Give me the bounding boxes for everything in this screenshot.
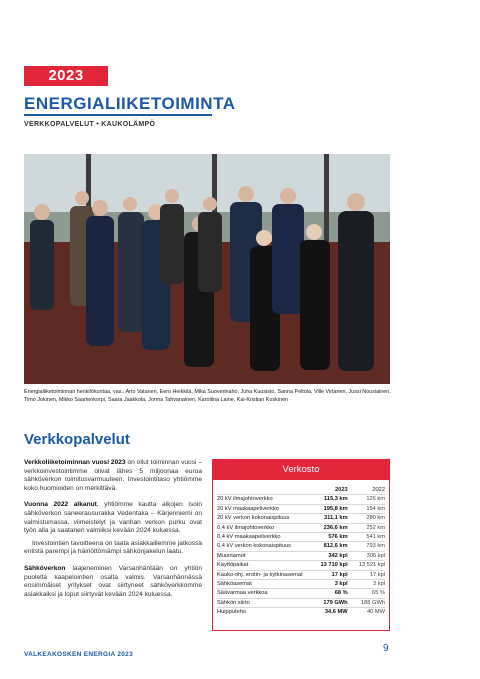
footer-publication: VALKEAKOSKEN ENERGIA 2023 xyxy=(24,651,133,658)
network-stats-box xyxy=(212,459,390,631)
table-row xyxy=(217,504,385,513)
table-cell-v2022: 126 km xyxy=(348,495,385,504)
table-cell-v2023: 68 % xyxy=(316,589,347,598)
section-title: ENERGIALIIKETOIMINTA xyxy=(24,94,236,113)
table-cell-name: Käyttöpaikat xyxy=(217,561,316,570)
table-cell-v2023: 576 km xyxy=(316,533,347,542)
table-cell-v2023: 13 710 kpl xyxy=(316,561,347,570)
section-subtitle: VERKKOPALVELUT • KAUKOLÄMPÖ xyxy=(24,121,156,128)
table-row xyxy=(217,561,385,570)
table-cell-name: 0,4 kV maakaapeliverkko xyxy=(217,533,316,542)
table-cell-name: 20 kV ilmajohtoverkko xyxy=(217,495,316,504)
table-cell-name: Sähkön siirto xyxy=(217,598,316,607)
table-row xyxy=(217,608,385,617)
page-number: 9 xyxy=(383,643,389,654)
table-row xyxy=(217,551,385,560)
table-cell-v2023: 3 kpl xyxy=(316,580,347,589)
photo-caption: Energialiiketoiminnan henkilökuntaa, vas.. Arto Vatanen, Eero Heikkilä, Mika Suoverinaho, Juha Kuusisto, Sanna Peltola, Ville Virtanen, Jussi Nousiainen, Timo Jokinen, Mikko Saartenkorpi, Saara Jaakkola, Jorma Tahvanainen, Karoliina Laine, Kai-Kristian Koskinen xyxy=(24,389,391,403)
table-cell-v2022: 188 GWh xyxy=(348,598,385,607)
table-row xyxy=(217,542,385,551)
table-cell-v2023: 179 GWh xyxy=(316,598,347,607)
table-cell-v2023: 812,6 km xyxy=(316,542,347,551)
table-cell-v2022: 306 kpl xyxy=(348,551,385,560)
year-badge: 2023 xyxy=(24,66,108,86)
table-cell-v2023: 311,1 km xyxy=(316,514,347,523)
table-row xyxy=(217,495,385,504)
table-cell-v2023: 236,6 km xyxy=(316,523,347,532)
table-cell-name: Säävarmaa verkkoa xyxy=(217,589,316,598)
table-row xyxy=(217,580,385,589)
table-row xyxy=(217,523,385,532)
paragraph-1-text: on ollut toiminnan vuosi – verkkoinvestointimme olivat lähes 5 miljoonaa euroa sähköverkon toimitusvarmuuteen. Investointitaso yhtiömme koko huomioiden on merkittävä. xyxy=(24,459,203,492)
table-cell-v2022: 65 % xyxy=(348,589,385,598)
paragraph-1 xyxy=(24,459,202,493)
table-cell-name: 0,4 kV ilmajohtoverkko xyxy=(217,523,316,532)
paragraph-3: Investointien tavoitteena on taata asiakkaillemme jatkossa entistä parempi ja häiriöttömämpi sähkönjakelun laatu. xyxy=(24,539,202,556)
table-cell-v2022: 793 km xyxy=(348,542,385,551)
photo-illustration xyxy=(24,154,390,384)
table-cell-v2022: 13 521 kpl xyxy=(348,561,385,570)
table-cell-v2023: 34,6 MW xyxy=(316,608,347,617)
title-underline xyxy=(24,114,212,116)
table-cell-name: 0,4 kV verkon kokonaispituus xyxy=(217,542,316,551)
table-row xyxy=(217,589,385,598)
network-stats-table xyxy=(217,486,385,617)
table-cell-v2022: 17 kpl xyxy=(348,570,385,579)
table-row xyxy=(217,514,385,523)
paragraph-4-text: laajeneminen Varsanhäntään on yhtiön puolelta kaapelointien osalta valmis. Varsanhännässä ensimmäiset yritykset ovat siirtyneet sähköverkkomme asiakkaiksi ja loput siirtyvät kevään 2024 kuluessa. xyxy=(24,564,202,598)
table-cell-v2022: 541 km xyxy=(348,533,385,542)
table-cell-v2022: 154 km xyxy=(348,504,385,513)
table-cell-name: 20 kV maakaapeliverkko xyxy=(217,504,316,513)
paragraph-2 xyxy=(24,501,202,535)
table-cell-v2022: 40 MW xyxy=(348,608,385,617)
paragraph-2-lead: Vuonna 2022 alkanut xyxy=(24,501,97,509)
paragraph-1-lead: Verkkoliiketoiminnan vuosi 2023 xyxy=(24,459,126,466)
paragraph-4 xyxy=(24,565,202,599)
table-row xyxy=(217,533,385,542)
table-cell-v2023: 195,8 km xyxy=(316,504,347,513)
body-text-column xyxy=(24,459,202,607)
staff-group-photo xyxy=(24,154,390,384)
table-cell-name: 20 kV verkon kokonaispituus xyxy=(217,514,316,523)
table-cell-name: Muuntamot xyxy=(217,551,316,560)
table-cell-v2022: 280 km xyxy=(348,514,385,523)
table-cell-v2023: 115,3 km xyxy=(316,495,347,504)
table-cell-v2023: 17 kpl xyxy=(316,570,347,579)
table-cell-v2023: 342 kpl xyxy=(316,551,347,560)
section-heading: Verkkopalvelut xyxy=(24,431,130,448)
table-cell-v2022: 252 km xyxy=(348,523,385,532)
table-cell-v2022: 3 kpl xyxy=(348,580,385,589)
table-row xyxy=(217,570,385,579)
table-cell-name: Huipputeho xyxy=(217,608,316,617)
paragraph-4-lead: Sähköverkon xyxy=(24,564,66,572)
table-header-spacer xyxy=(217,486,316,495)
network-stats-title: Verkosto xyxy=(213,460,389,480)
table-header-2023: 2023 xyxy=(335,487,348,493)
table-row xyxy=(217,598,385,607)
paragraph-2-text: , yhtiömme kautta aikojen isoin sähköverkon saneerausurakka Vedentaka – Kärjenniemi on valmistumassa, viimeistelyt ja vanhan verkon purku ovat työn alla ja saatanen valmiiksi kevään 2024 kuluessa. xyxy=(24,501,202,535)
table-cell-name: Sähköasemat xyxy=(217,580,316,589)
table-cell-name: Kauko-ohj. erotin- ja kytkinasemat xyxy=(217,570,316,579)
table-header-2022: 2022 xyxy=(372,487,385,493)
